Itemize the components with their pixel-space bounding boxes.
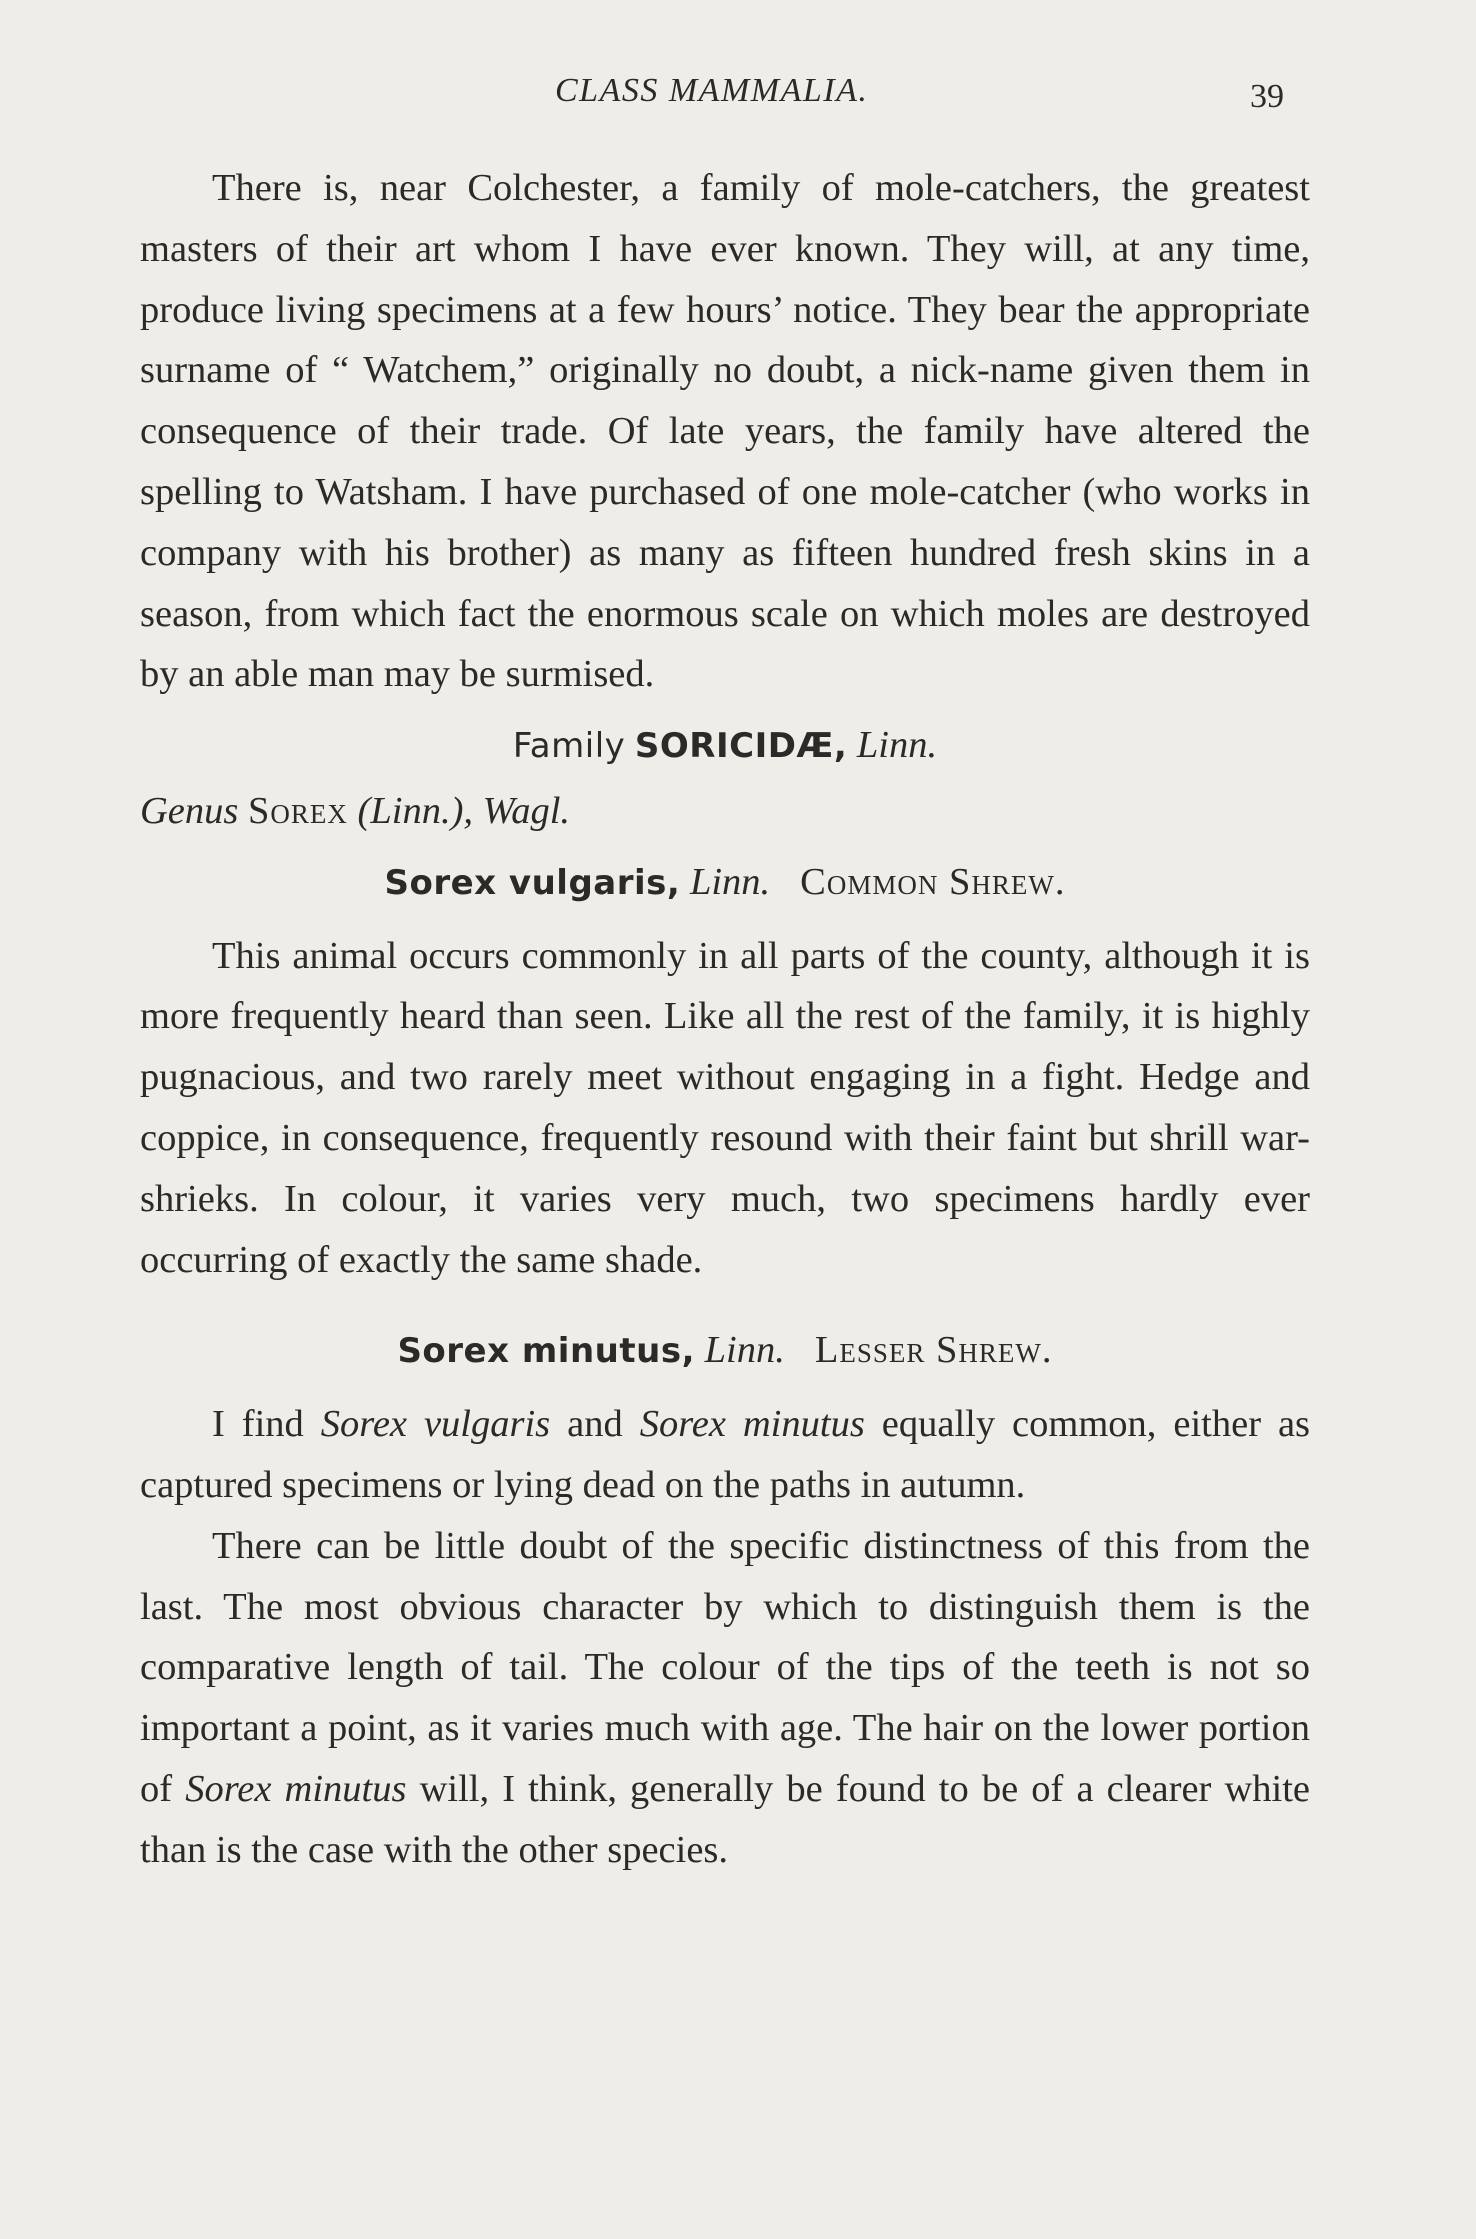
genus-name: Sorex — [248, 789, 348, 832]
text-span: and — [567, 1403, 623, 1446]
species-authority: Linn. — [704, 1329, 785, 1372]
species-heading-vulgaris — [140, 852, 1310, 914]
vulgaris-paragraph: This animal occurs commonly in all parts of the county, although it is more frequently heard than seen. Like all the rest of the family, it is highly pugnacious, and two rarely meet without engaging in a fight. Hedge and coppice, in consequence, frequently resound with their faint but shrill war-shrieks. In colour, it varies very much, two specimens hardly ever occurring of exactly the same shade. — [140, 934, 1310, 1281]
text-span: There can be little doubt of the specific distinctness of this from the last. The most obvious character by which to distinguish them is the comparative length of tail. The colour of the tips of the teeth is not so important a point, as it varies much with age. The hair on the lower portion of — [140, 1524, 1310, 1810]
genus-authority-2: Wagl. — [482, 789, 571, 832]
species-italic: Sorex minutus — [639, 1403, 865, 1446]
genus-label: Genus — [140, 789, 239, 832]
minutus-paragraph-2 — [140, 1516, 1310, 1881]
common-name: Lesser Shrew. — [814, 1329, 1053, 1372]
minutus-paragraph-1 — [140, 1394, 1310, 1516]
text-span: will, I think, generally be found to be of a clearer white than is the case with the other species. — [140, 1767, 1311, 1871]
body-text — [140, 158, 1310, 1881]
family-heading — [140, 715, 1310, 777]
page-number: 39 — [1250, 78, 1284, 115]
species-italic: Sorex vulgaris — [320, 1403, 551, 1446]
species-name: Sorex minutus, — [397, 1331, 695, 1372]
species-authority: Linn. — [689, 860, 771, 903]
running-title: CLASS MAMMALIA. — [555, 72, 869, 109]
genus-authority-1: (Linn.), — [357, 789, 474, 832]
text-span: equally common, either as captured specimens or lying dead on the paths in autumn. — [140, 1403, 1311, 1506]
species-name: Sorex vulgaris, — [384, 862, 681, 903]
genus-heading — [140, 781, 1310, 842]
family-authority: Linn. — [856, 724, 938, 767]
running-head — [0, 72, 1476, 132]
common-name: Common Shrew. — [800, 860, 1066, 903]
species-heading-minutus — [140, 1320, 1310, 1382]
text-span: I find — [212, 1403, 304, 1446]
intro-paragraph: There is, near Colchester, a family of mole-catchers, the greatest masters of their art whom I have ever known. They will, at any time, produce living specimens at a few hours’ notice. They bear the appropriate surname of “ Watchem,” originally no doubt, a nick-name given them in consequence of their trade. Of late years, the family have altered the spelling to Watsham. I have purchased of one mole-catcher (who works in company with his brother) as many as fifteen hundred fresh skins in a season, from which fact the enormous scale on which moles are destroyed by an able man may be surmised. — [140, 167, 1310, 696]
family-name: SORICIDÆ, — [634, 726, 848, 767]
family-label: Family — [512, 726, 626, 767]
species-italic: Sorex minutus — [185, 1767, 407, 1810]
